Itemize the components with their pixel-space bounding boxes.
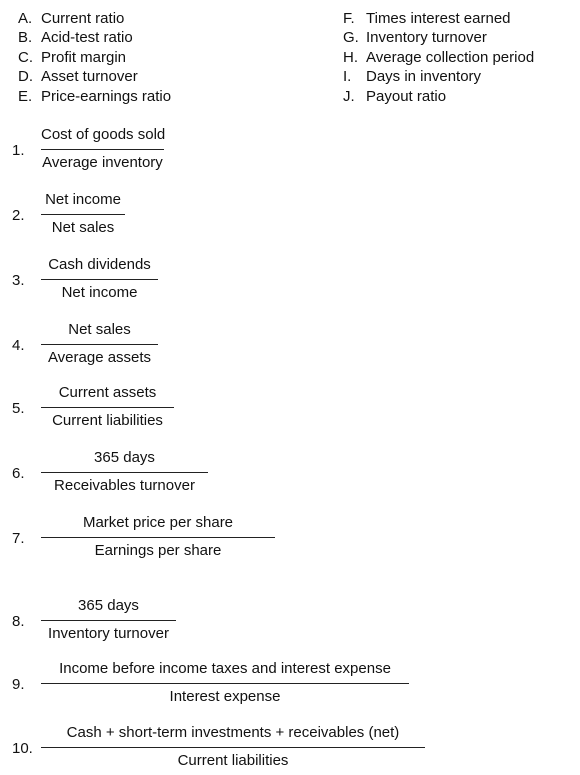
fraction-numerator: Cost of goods sold (41, 126, 164, 150)
choice-i (343, 67, 534, 86)
choice-letter: D. (18, 68, 33, 86)
choice-letter: G. (343, 29, 359, 47)
ratio-fraction (41, 191, 125, 237)
fraction-numerator: Current assets (41, 384, 174, 408)
fraction-denominator: Net sales (51, 219, 115, 236)
choice-column-right (343, 9, 534, 106)
choice-letter: A. (18, 10, 33, 27)
fraction-denominator: Inventory turnover (48, 625, 169, 642)
choice-letter: H. (343, 48, 358, 66)
ratio-item-9 (0, 660, 580, 720)
ratio-item-10 (0, 724, 580, 774)
choice-letter: F. (343, 10, 355, 27)
item-number: 10. (12, 740, 33, 757)
item-number: 9. (12, 676, 25, 693)
item-number: 5. (12, 400, 25, 417)
fraction-numerator: Cash dividends (41, 256, 158, 280)
ratio-fraction (41, 514, 275, 560)
choice-c (18, 48, 171, 67)
choice-label: Current ratio (41, 10, 125, 27)
choice-g (343, 28, 534, 47)
item-number: 6. (12, 465, 25, 482)
ratio-choice-list (18, 9, 578, 109)
choice-label: Profit margin (41, 48, 127, 66)
ratio-fraction (41, 321, 158, 367)
choice-b (18, 28, 171, 47)
choice-f (343, 9, 534, 28)
choice-label: Average collection period (366, 48, 535, 66)
choice-h (343, 48, 534, 67)
choice-label: Payout ratio (366, 87, 447, 105)
item-number: 4. (12, 337, 25, 354)
fraction-numerator: Income before income taxes and interest expense (41, 660, 409, 684)
ratio-item-7 (0, 514, 580, 574)
choice-d (18, 67, 171, 86)
fraction-denominator: Current liabilities (177, 752, 289, 769)
choice-letter: C. (18, 48, 33, 66)
item-number: 1. (12, 142, 25, 159)
choice-letter: I. (343, 68, 352, 86)
item-number: 3. (12, 272, 25, 289)
choice-e (18, 87, 171, 106)
fraction-numerator: Net sales (41, 321, 158, 345)
ratio-fraction (41, 256, 158, 302)
choice-letter: J. (343, 87, 355, 105)
fraction-numerator: 365 days (41, 449, 208, 473)
ratio-fraction (41, 597, 176, 643)
choice-label: Days in inventory (366, 68, 482, 86)
fraction-denominator: Average assets (47, 349, 152, 366)
item-number: 7. (12, 530, 25, 547)
fraction-numerator: Cash + short-term investments + receivables (net) (41, 724, 425, 748)
choice-column-left (18, 9, 171, 106)
fraction-denominator: Net income (61, 284, 138, 301)
ratio-item-5 (0, 384, 580, 444)
fraction-denominator: Receivables turnover (54, 477, 195, 494)
fraction-numerator: Market price per share (41, 514, 275, 538)
fraction-numerator: Net income (41, 191, 125, 215)
choice-label: Price-earnings ratio (41, 87, 172, 105)
choice-label: Times interest earned (366, 10, 511, 27)
ratio-fraction (41, 660, 409, 706)
ratio-item-8 (0, 597, 580, 657)
ratio-item-2 (0, 191, 580, 251)
ratio-fraction (41, 126, 164, 172)
fraction-denominator: Average inventory (42, 154, 163, 171)
choice-label: Asset turnover (41, 68, 138, 86)
ratio-item-1 (0, 126, 580, 186)
choice-letter: B. (18, 29, 33, 47)
ratio-item-3 (0, 256, 580, 316)
ratio-item-6 (0, 449, 580, 509)
item-number: 2. (12, 207, 25, 224)
choice-a (18, 9, 171, 28)
item-number: 8. (12, 613, 25, 630)
fraction-denominator: Current liabilities (52, 412, 163, 429)
ratio-fraction (41, 724, 425, 770)
ratio-fraction (41, 384, 174, 430)
fraction-denominator: Interest expense (169, 688, 281, 705)
ratio-fraction (41, 449, 208, 495)
fraction-denominator: Earnings per share (94, 542, 222, 559)
choice-letter: E. (18, 87, 33, 105)
fraction-numerator: 365 days (41, 597, 176, 621)
choice-j (343, 87, 534, 106)
choice-label: Acid-test ratio (41, 29, 133, 47)
ratio-item-4 (0, 321, 580, 381)
choice-label: Inventory turnover (366, 29, 487, 47)
